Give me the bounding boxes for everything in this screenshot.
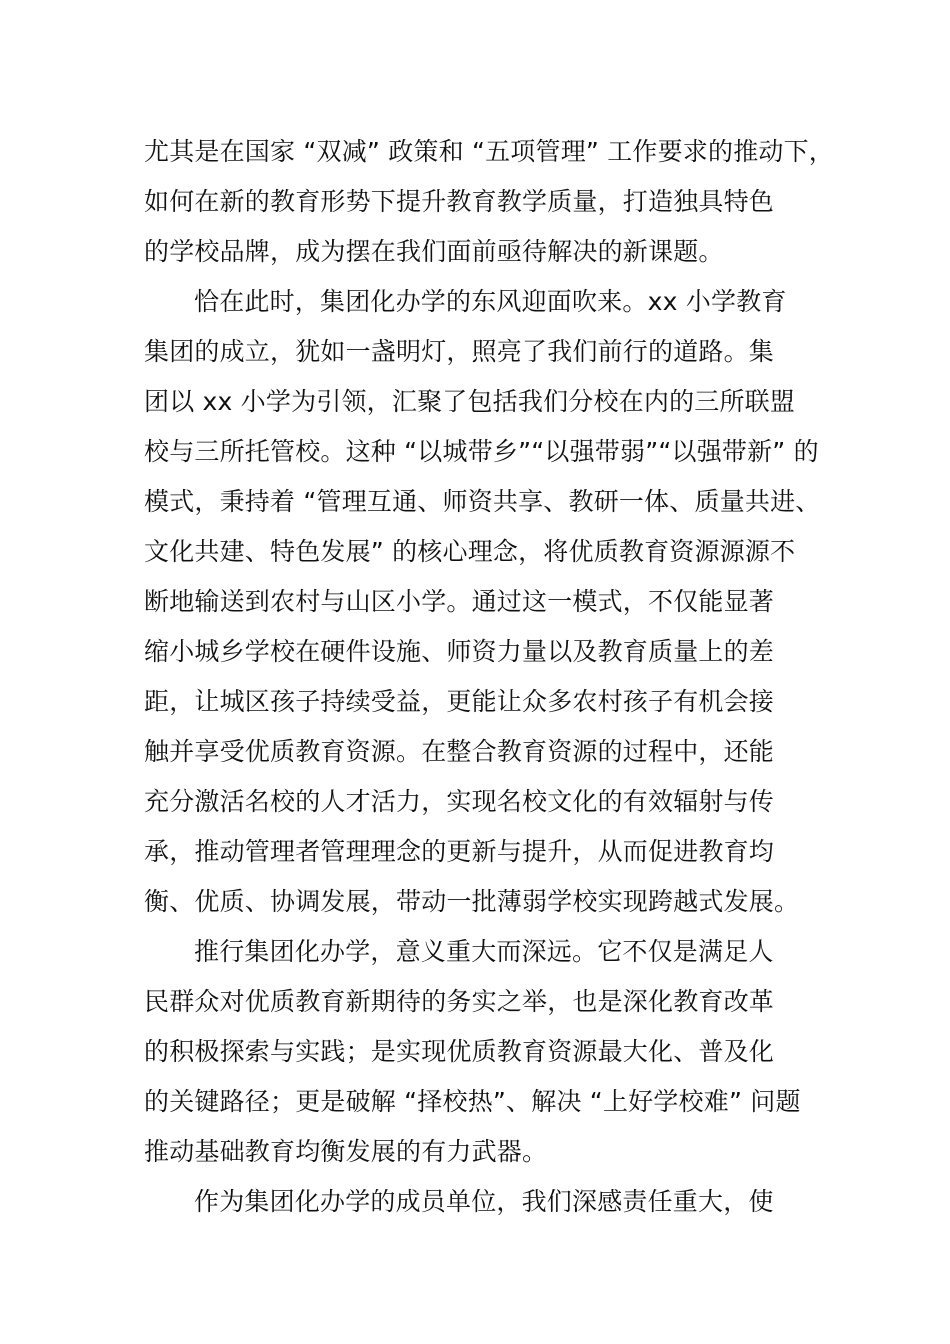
text-line: 尤其是在国家 “双减” 政策和 “五项管理” 工作要求的推动下， bbox=[144, 137, 834, 166]
text-line: 推动基础教育均衡发展的有力武器。 bbox=[144, 1137, 548, 1166]
paragraph-first-line: 作为集团化办学的成员单位，我们深感责任重大，使 bbox=[194, 1187, 774, 1216]
text-line: 的关键路径；更是破解 “择校热”、解决 “上好学校难” 问题 bbox=[144, 1087, 801, 1116]
text-line: 校与三所托管校。这种 “以城带乡”“以强带弱”“以强带新” 的 bbox=[144, 437, 819, 466]
text-line: 承，推动管理者管理理念的更新与提升，从而促进教育均 bbox=[144, 837, 775, 866]
paragraph-first-line: 恰在此时，集团化办学的东风迎面吹来。xx 小学教育 bbox=[194, 287, 787, 316]
text-line: 文化共建、特色发展” 的核心理念，将优质教育资源源源不 bbox=[144, 537, 796, 566]
paragraph-first-line: 推行集团化办学，意义重大而深远。它不仅是满足人 bbox=[194, 937, 774, 966]
text-line: 断地输送到农村与山区小学。通过这一模式，不仅能显著 bbox=[144, 587, 775, 616]
text-line: 的学校品牌，成为摆在我们面前亟待解决的新课题。 bbox=[144, 237, 724, 266]
text-line: 距，让城区孩子持续受益，更能让众多农村孩子有机会接 bbox=[144, 687, 775, 716]
text-line: 的积极探索与实践；是实现优质教育资源最大化、普及化 bbox=[144, 1037, 775, 1066]
text-line: 缩小城乡学校在硬件设施、师资力量以及教育质量上的差 bbox=[144, 637, 775, 666]
text-line: 团以 xx 小学为引领，汇聚了包括我们分校在内的三所联盟 bbox=[144, 387, 796, 416]
text-line: 衡、优质、协调发展，带动一批薄弱学校实现跨越式发展。 bbox=[144, 887, 800, 916]
text-line: 集团的成立，犹如一盏明灯，照亮了我们前行的道路。集 bbox=[144, 337, 775, 366]
text-line: 模式，秉持着 “管理互通、师资共享、教研一体、质量共进、 bbox=[144, 487, 821, 516]
text-line: 如何在新的教育形势下提升教育教学质量，打造独具特色 bbox=[144, 187, 775, 216]
text-line: 充分激活名校的人才活力，实现名校文化的有效辐射与传 bbox=[144, 787, 775, 816]
text-line: 触并享受优质教育资源。在整合教育资源的过程中，还能 bbox=[144, 737, 775, 766]
text-line: 民群众对优质教育新期待的务实之举，也是深化教育改革 bbox=[144, 987, 775, 1016]
